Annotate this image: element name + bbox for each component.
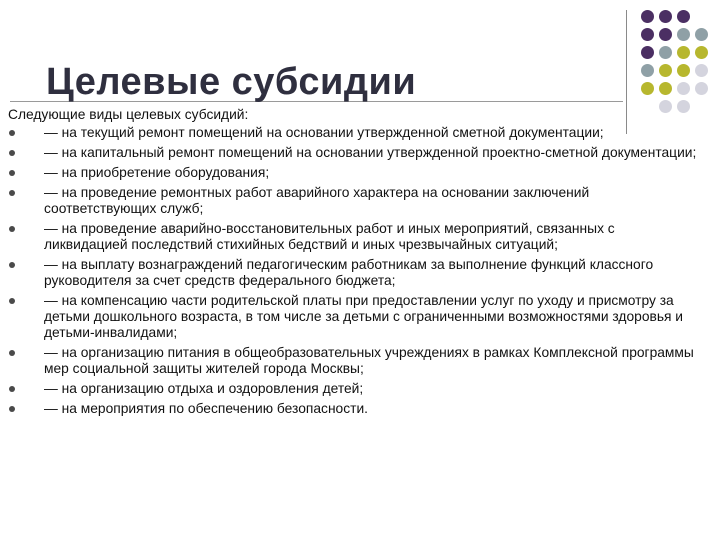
bullet-icon (9, 190, 15, 196)
vertical-divider (626, 10, 627, 134)
list-item-text: — на организацию питания в общеобразовательных учреждениях в рамках Комплексной программы мер социальной защиты жителей города Москвы; (44, 345, 694, 376)
decorative-dot (641, 10, 654, 23)
decorative-dot-grid (641, 10, 708, 113)
list-item (8, 401, 698, 417)
bullet-icon (9, 150, 15, 156)
list-item-text: — на проведение ремонтных работ аварийного характера на основании заключений соответствующих служб; (44, 185, 590, 216)
decorative-dot (695, 100, 708, 113)
list-item-text: — на проведение аварийно-восстановительных работ и иных мероприятий, связанных с ликвидацией последствий стихийных бедствий и иных чрезвычайных ситуаций; (44, 221, 615, 252)
list-item-text: — на выплату вознаграждений педагогическим работникам за выполнение функций классного руководителя за счет средств федерального бюджета; (44, 257, 654, 288)
decorative-dot (677, 100, 690, 113)
decorative-dot (695, 46, 708, 59)
decorative-dot (677, 28, 690, 41)
list-item-text: — на организацию отдыха и оздоровления детей; (44, 381, 364, 396)
subsidy-list (8, 125, 698, 421)
decorative-dot (659, 10, 672, 23)
list-item (8, 293, 698, 341)
list-item-text: — на мероприятия по обеспечению безопасности. (44, 401, 368, 416)
list-item (8, 145, 698, 161)
list-item (8, 345, 698, 377)
decorative-dot (659, 28, 672, 41)
decorative-dot (641, 28, 654, 41)
decorative-dot (641, 64, 654, 77)
list-item-text: — на капитальный ремонт помещений на основании утвержденной проектно-сметной документации; (44, 145, 697, 160)
bullet-icon (9, 170, 15, 176)
decorative-dot (659, 100, 672, 113)
intro-text: Следующие виды целевых субсидий: (8, 107, 249, 122)
bullet-icon (9, 226, 15, 232)
decorative-dot (695, 82, 708, 95)
list-item-text: — на компенсацию части родительской платы при предоставлении услуг по уходу и присмотру за детьми дошкольного возраста, в том числе за детьми с ограниченными возможностями здоровья и детьми-инвалидами; (44, 293, 684, 340)
bullet-icon (9, 298, 15, 304)
list-item-text: — на текущий ремонт помещений на основании утвержденной сметной документации; (44, 125, 604, 140)
list-item (8, 185, 698, 217)
list-item (8, 381, 698, 397)
decorative-dot (659, 46, 672, 59)
bullet-icon (9, 406, 15, 412)
decorative-dot (677, 46, 690, 59)
list-item (8, 221, 698, 253)
decorative-dot (695, 28, 708, 41)
decorative-dot (659, 64, 672, 77)
list-item (8, 165, 698, 181)
decorative-dot (677, 64, 690, 77)
slide-title: Целевые субсидии (46, 61, 417, 103)
bullet-icon (9, 350, 15, 356)
list-item (8, 125, 698, 141)
decorative-dot (677, 82, 690, 95)
decorative-dot (695, 10, 708, 23)
decorative-dot (695, 64, 708, 77)
decorative-dot (641, 46, 654, 59)
decorative-dot (659, 82, 672, 95)
decorative-dot (677, 10, 690, 23)
bullet-icon (9, 130, 15, 136)
list-item (8, 257, 698, 289)
bullet-icon (9, 386, 15, 392)
list-item-text: — на приобретение оборудования; (44, 165, 270, 180)
bullet-icon (9, 262, 15, 268)
decorative-dot (641, 100, 654, 113)
decorative-dot (641, 82, 654, 95)
